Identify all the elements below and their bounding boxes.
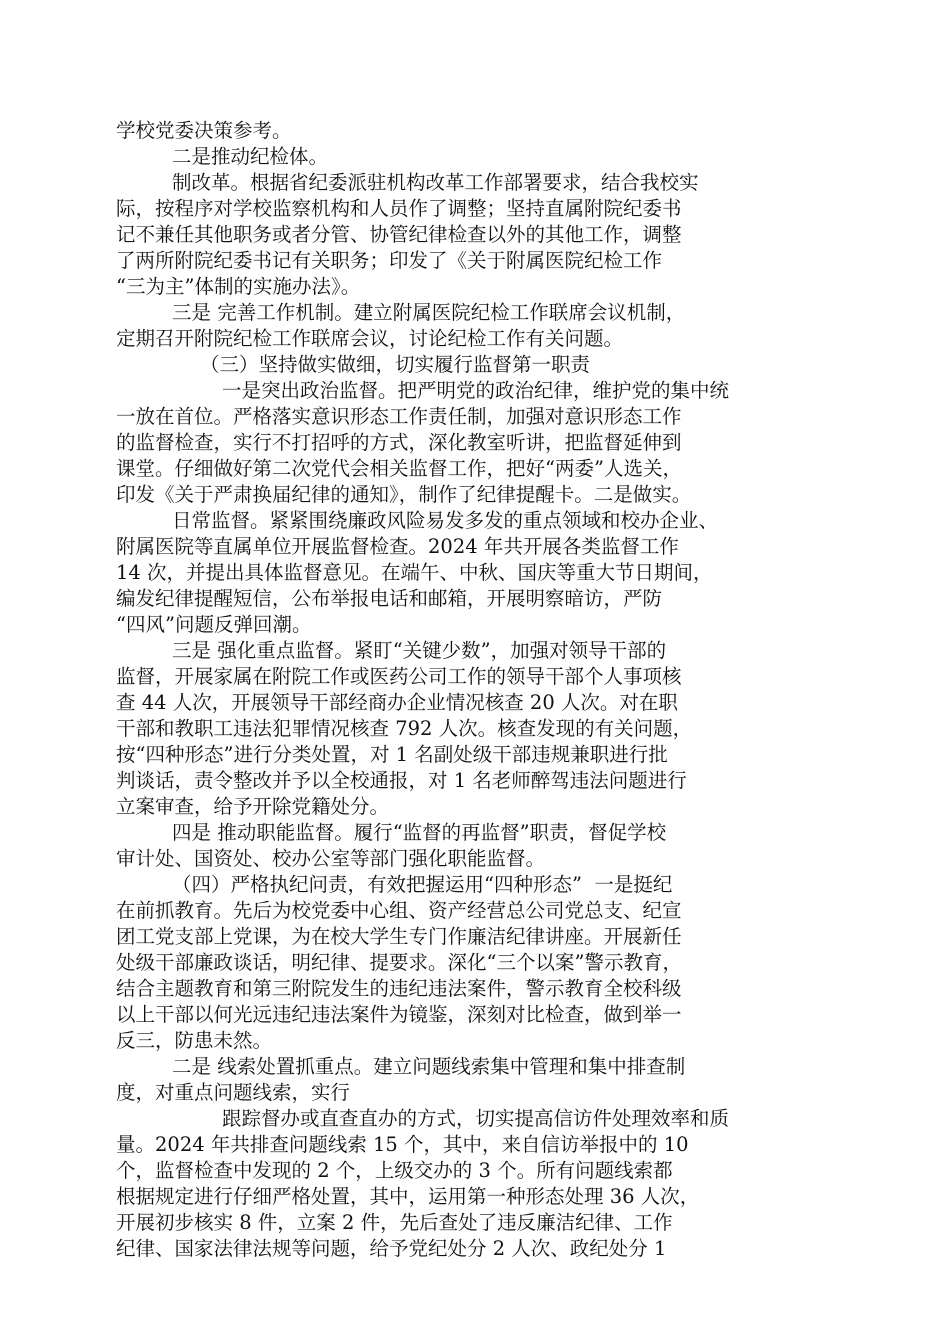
text-line: 课堂。仔细做好第二次党代会相关监督工作，把好“两委”人选关， [116,457,682,480]
text-line: 一放在首位。严格落实意识形态工作责任制，加强对意识形态工作 [116,405,682,428]
text-line: 根据规定进行仔细严格处置，其中，运用第一种形态处理 36 人次， [116,1185,700,1208]
text-line: 附属医院等直属单位开展监督检查。2024 年共开展各类监督工作 [116,535,679,558]
document-body [116,118,836,1262]
text-line: 三是 完善工作机制。建立附属医院纪检工作联席会议机制， [172,301,686,324]
text-line: 二是 线索处置抓重点。建立问题线索集中管理和集中排查制 [172,1055,686,1078]
text-line: （三）坚持做实做细，切实履行监督第一职责 [200,353,591,376]
text-line: 开展初步核实 8 件，立案 2 件，先后查处了违反廉洁纪律、工作 [116,1211,673,1234]
text-line: 编发纪律提醒短信，公布举报电话和邮箱，开展明察暗访，严防 [116,587,663,610]
text-line: 跟踪督办或直查直办的方式，切实提高信访件处理效率和质 [222,1107,730,1130]
text-line: 日常监督。紧紧围绕廉政风险易发多发的重点领域和校办企业、 [172,509,719,532]
text-line: 查 44 人次，开展领导干部经商办企业情况核查 20 人次。对在职 [116,691,678,714]
text-line: 四是 推动职能监督。履行“监督的再监督”职责，督促学校 [172,821,667,844]
text-line: （四）严格执纪问责，有效把握运用“四种形态” 一是挺纪 [172,873,673,896]
text-line: 监督，开展家属在附院工作或医药公司工作的领导干部个人事项核 [116,665,682,688]
text-line: 团工党支部上党课，为在校大学生专门作廉洁纪律讲座。开展新任 [116,925,682,948]
text-line: 一是突出政治监督。把严明党的政治纪律，维护党的集中统 [222,379,730,402]
text-line: “三为主”体制的实施办法》。 [116,275,361,298]
text-line: 反三，防患未然。 [116,1029,273,1052]
text-line: 了两所附院纪委书记有关职务；印发了《关于附属医院纪检工作 [116,249,663,272]
text-line: 立案审查，给予开除党籍处分。 [116,795,390,818]
text-line: “四风”问题反弹回潮。 [116,613,312,636]
text-line: 三是 强化重点监督。紧盯“关键少数”，加强对领导干部的 [172,639,667,662]
text-line: 审计处、国资处、校办公室等部门强化职能监督。 [116,847,546,870]
text-line: 记不兼任其他职务或者分管、协管纪律检查以外的其他工作，调整 [116,223,682,246]
text-line: 按“四种形态”进行分类处置，对 1 名副处级干部违规兼职进行批 [116,743,668,766]
text-line: 14 次，并提出具体监督意见。在端午、中秋、国庆等重大节日期间， [116,561,713,584]
text-line: 处级干部廉政谈话，明纪律、提要求。深化“三个以案”警示教育， [116,951,682,974]
text-line: 印发《关于严肃换届纪律的通知》，制作了纪律提醒卡。二是做实。 [116,483,692,506]
text-line: 量。2024 年共排查问题线索 15 个，其中，来自信访举报中的 10 [116,1133,689,1156]
text-line: 结合主题教育和第三附院发生的违纪违法案件，警示教育全校科级 [116,977,682,1000]
text-line: 的监督检查，实行不打招呼的方式，深化教室听讲，把监督延伸到 [116,431,682,454]
text-line: 以上干部以何光远违纪违法案件为镜鉴，深刻对比检查，做到举一 [116,1003,682,1026]
text-line: 制改革。根据省纪委派驻机构改革工作部署要求，结合我校实 [172,171,699,194]
text-line: 度，对重点问题线索，实行 [116,1081,351,1104]
text-line: 纪律、国家法律法规等问题，给予党纪处分 2 人次、政纪处分 1 [116,1237,667,1260]
text-line: 判谈话，责令整改并予以全校通报，对 1 名老师醉驾违法问题进行 [116,769,687,792]
text-line: 干部和教职工违法犯罪情况核查 792 人次。核查发现的有关问题， [116,717,693,740]
text-line: 学校党委决策参考。 [116,119,292,142]
text-line: 际，按程序对学校监察机构和人员作了调整；坚持直属附院纪委书 [116,197,682,220]
text-line: 个，监督检查中发现的 2 个，上级交办的 3 个。所有问题线索都 [116,1159,673,1182]
text-line: 定期召开附院纪检工作联席会议，讨论纪检工作有关问题。 [116,327,624,350]
text-line: 在前抓教育。先后为校党委中心组、资产经营总公司党总支、纪宣 [116,899,682,922]
text-line: 二是推动纪检体。 [172,145,329,168]
